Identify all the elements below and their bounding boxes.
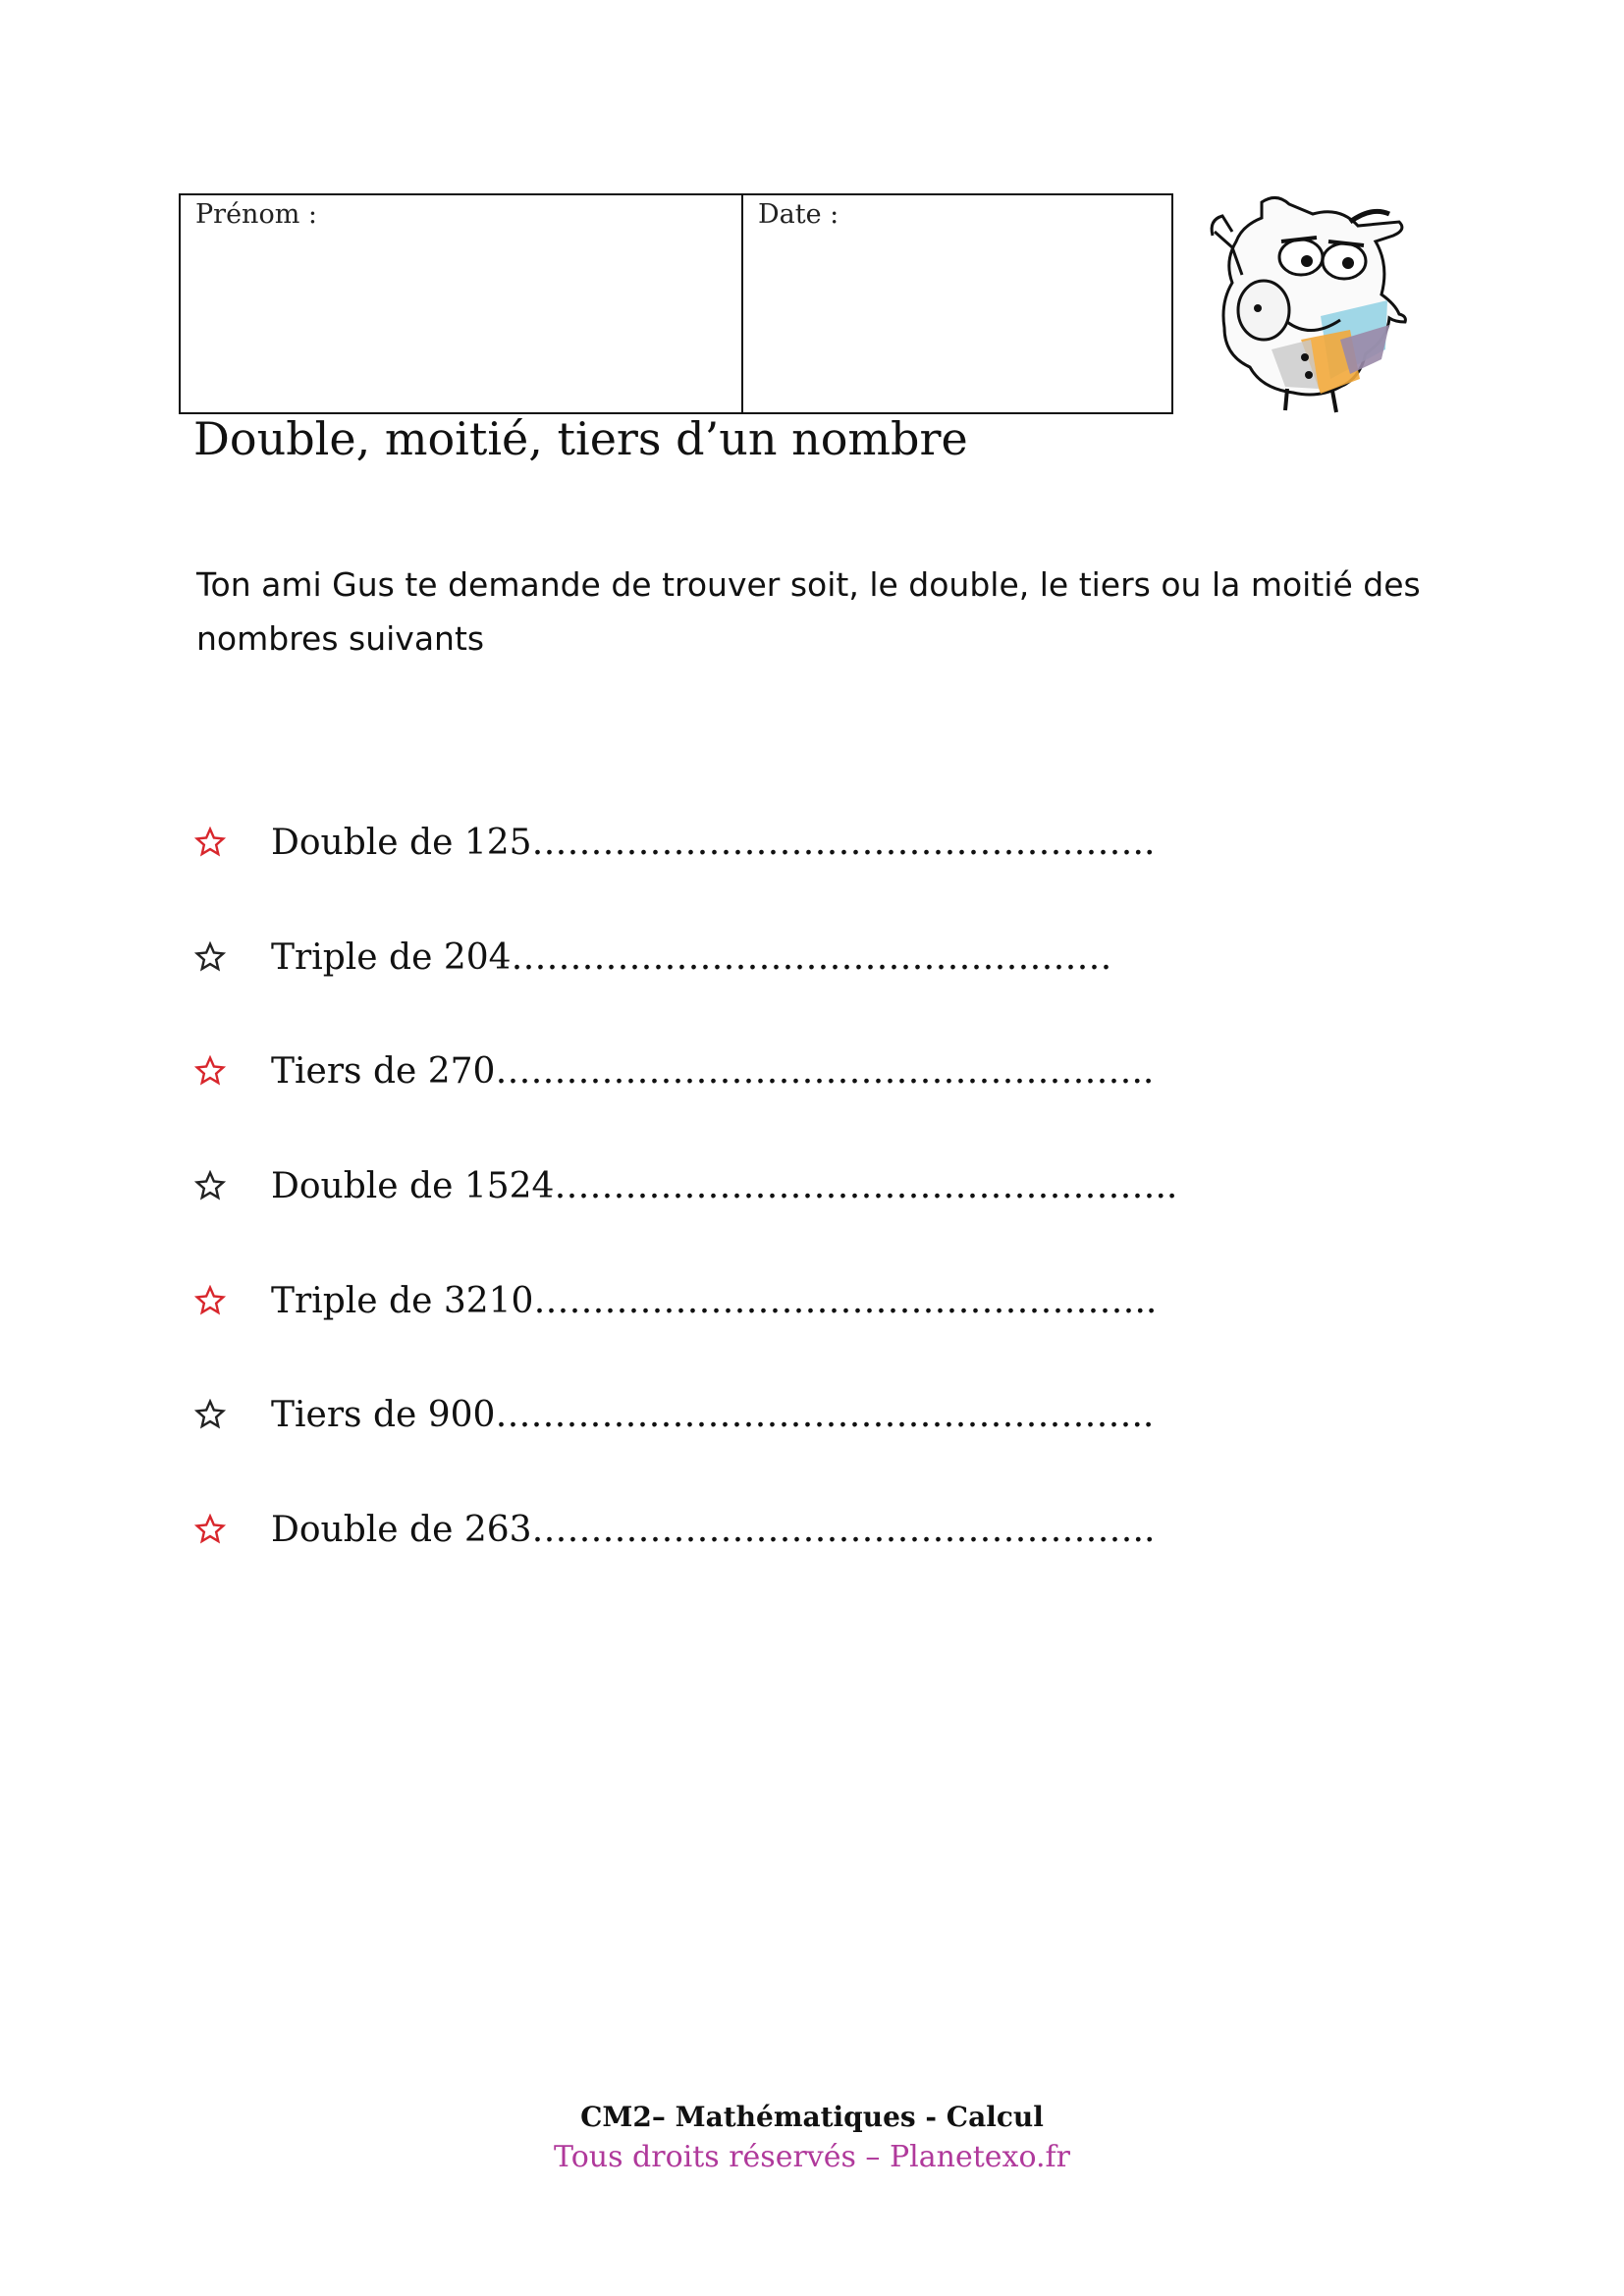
exercise-label: Tiers de 900	[271, 1394, 496, 1435]
prenom-label: Prénom :	[195, 199, 317, 230]
exercise-label: Double de 1524	[271, 1165, 555, 1206]
star-shape	[197, 1173, 224, 1198]
star-shape	[197, 829, 224, 854]
exercise-item	[194, 1161, 1177, 1210]
star-icon	[194, 1399, 226, 1430]
exercise-item	[194, 818, 1155, 867]
star-shape	[197, 1058, 224, 1083]
answer-line[interactable]: ……………………………………………..	[531, 822, 1156, 863]
exercise-label: Triple de 204	[271, 936, 512, 978]
star-icon	[194, 1285, 226, 1316]
exercise-label: Triple de 3210	[271, 1280, 534, 1321]
star-icon	[194, 1170, 226, 1201]
footer-course: CM2– Mathématiques - Calcul	[580, 2101, 1044, 2133]
instructions-text: Ton ami Gus te demande de trouver soit, le double, le tiers ou la moitié des nombres suivants	[196, 565, 1421, 658]
exercise-label: Double de 125	[271, 822, 532, 863]
star-shape	[197, 1288, 224, 1312]
name-date-table	[179, 193, 1173, 414]
date-label: Date :	[758, 199, 839, 230]
exercise-item	[194, 1046, 1154, 1095]
prenom-field[interactable]	[181, 195, 743, 412]
answer-line[interactable]: ………………………………………………..	[495, 1050, 1155, 1092]
star-icon	[194, 1514, 226, 1545]
footer-rights: Tous droits réservés – Planetexo.fr	[554, 2140, 1070, 2174]
star-shape	[197, 1402, 224, 1426]
exercise-item	[194, 1505, 1155, 1554]
star-icon	[194, 1055, 226, 1087]
answer-line[interactable]: ……………………………………………..	[554, 1165, 1178, 1206]
exercise-label: Tiers de 270	[271, 1050, 496, 1092]
exercise-item	[194, 933, 1112, 982]
page-title: Double, moitié, tiers d’un nombre	[193, 412, 968, 465]
exercise-item	[194, 1390, 1154, 1439]
sheep-mascot-image	[1203, 192, 1414, 418]
star-shape	[197, 1517, 224, 1541]
answer-line[interactable]: ………………………………………………..	[495, 1394, 1155, 1435]
answer-line[interactable]: ……………………………………………	[511, 936, 1112, 978]
date-field[interactable]	[743, 195, 1171, 412]
exercise-item	[194, 1276, 1157, 1325]
answer-line[interactable]: ……………………………………………..	[531, 1509, 1156, 1550]
star-shape	[197, 944, 224, 969]
answer-line[interactable]: ……………………………………………..	[533, 1280, 1158, 1321]
exercise-label: Double de 263	[271, 1509, 532, 1550]
star-icon	[194, 941, 226, 973]
star-icon	[194, 827, 226, 858]
